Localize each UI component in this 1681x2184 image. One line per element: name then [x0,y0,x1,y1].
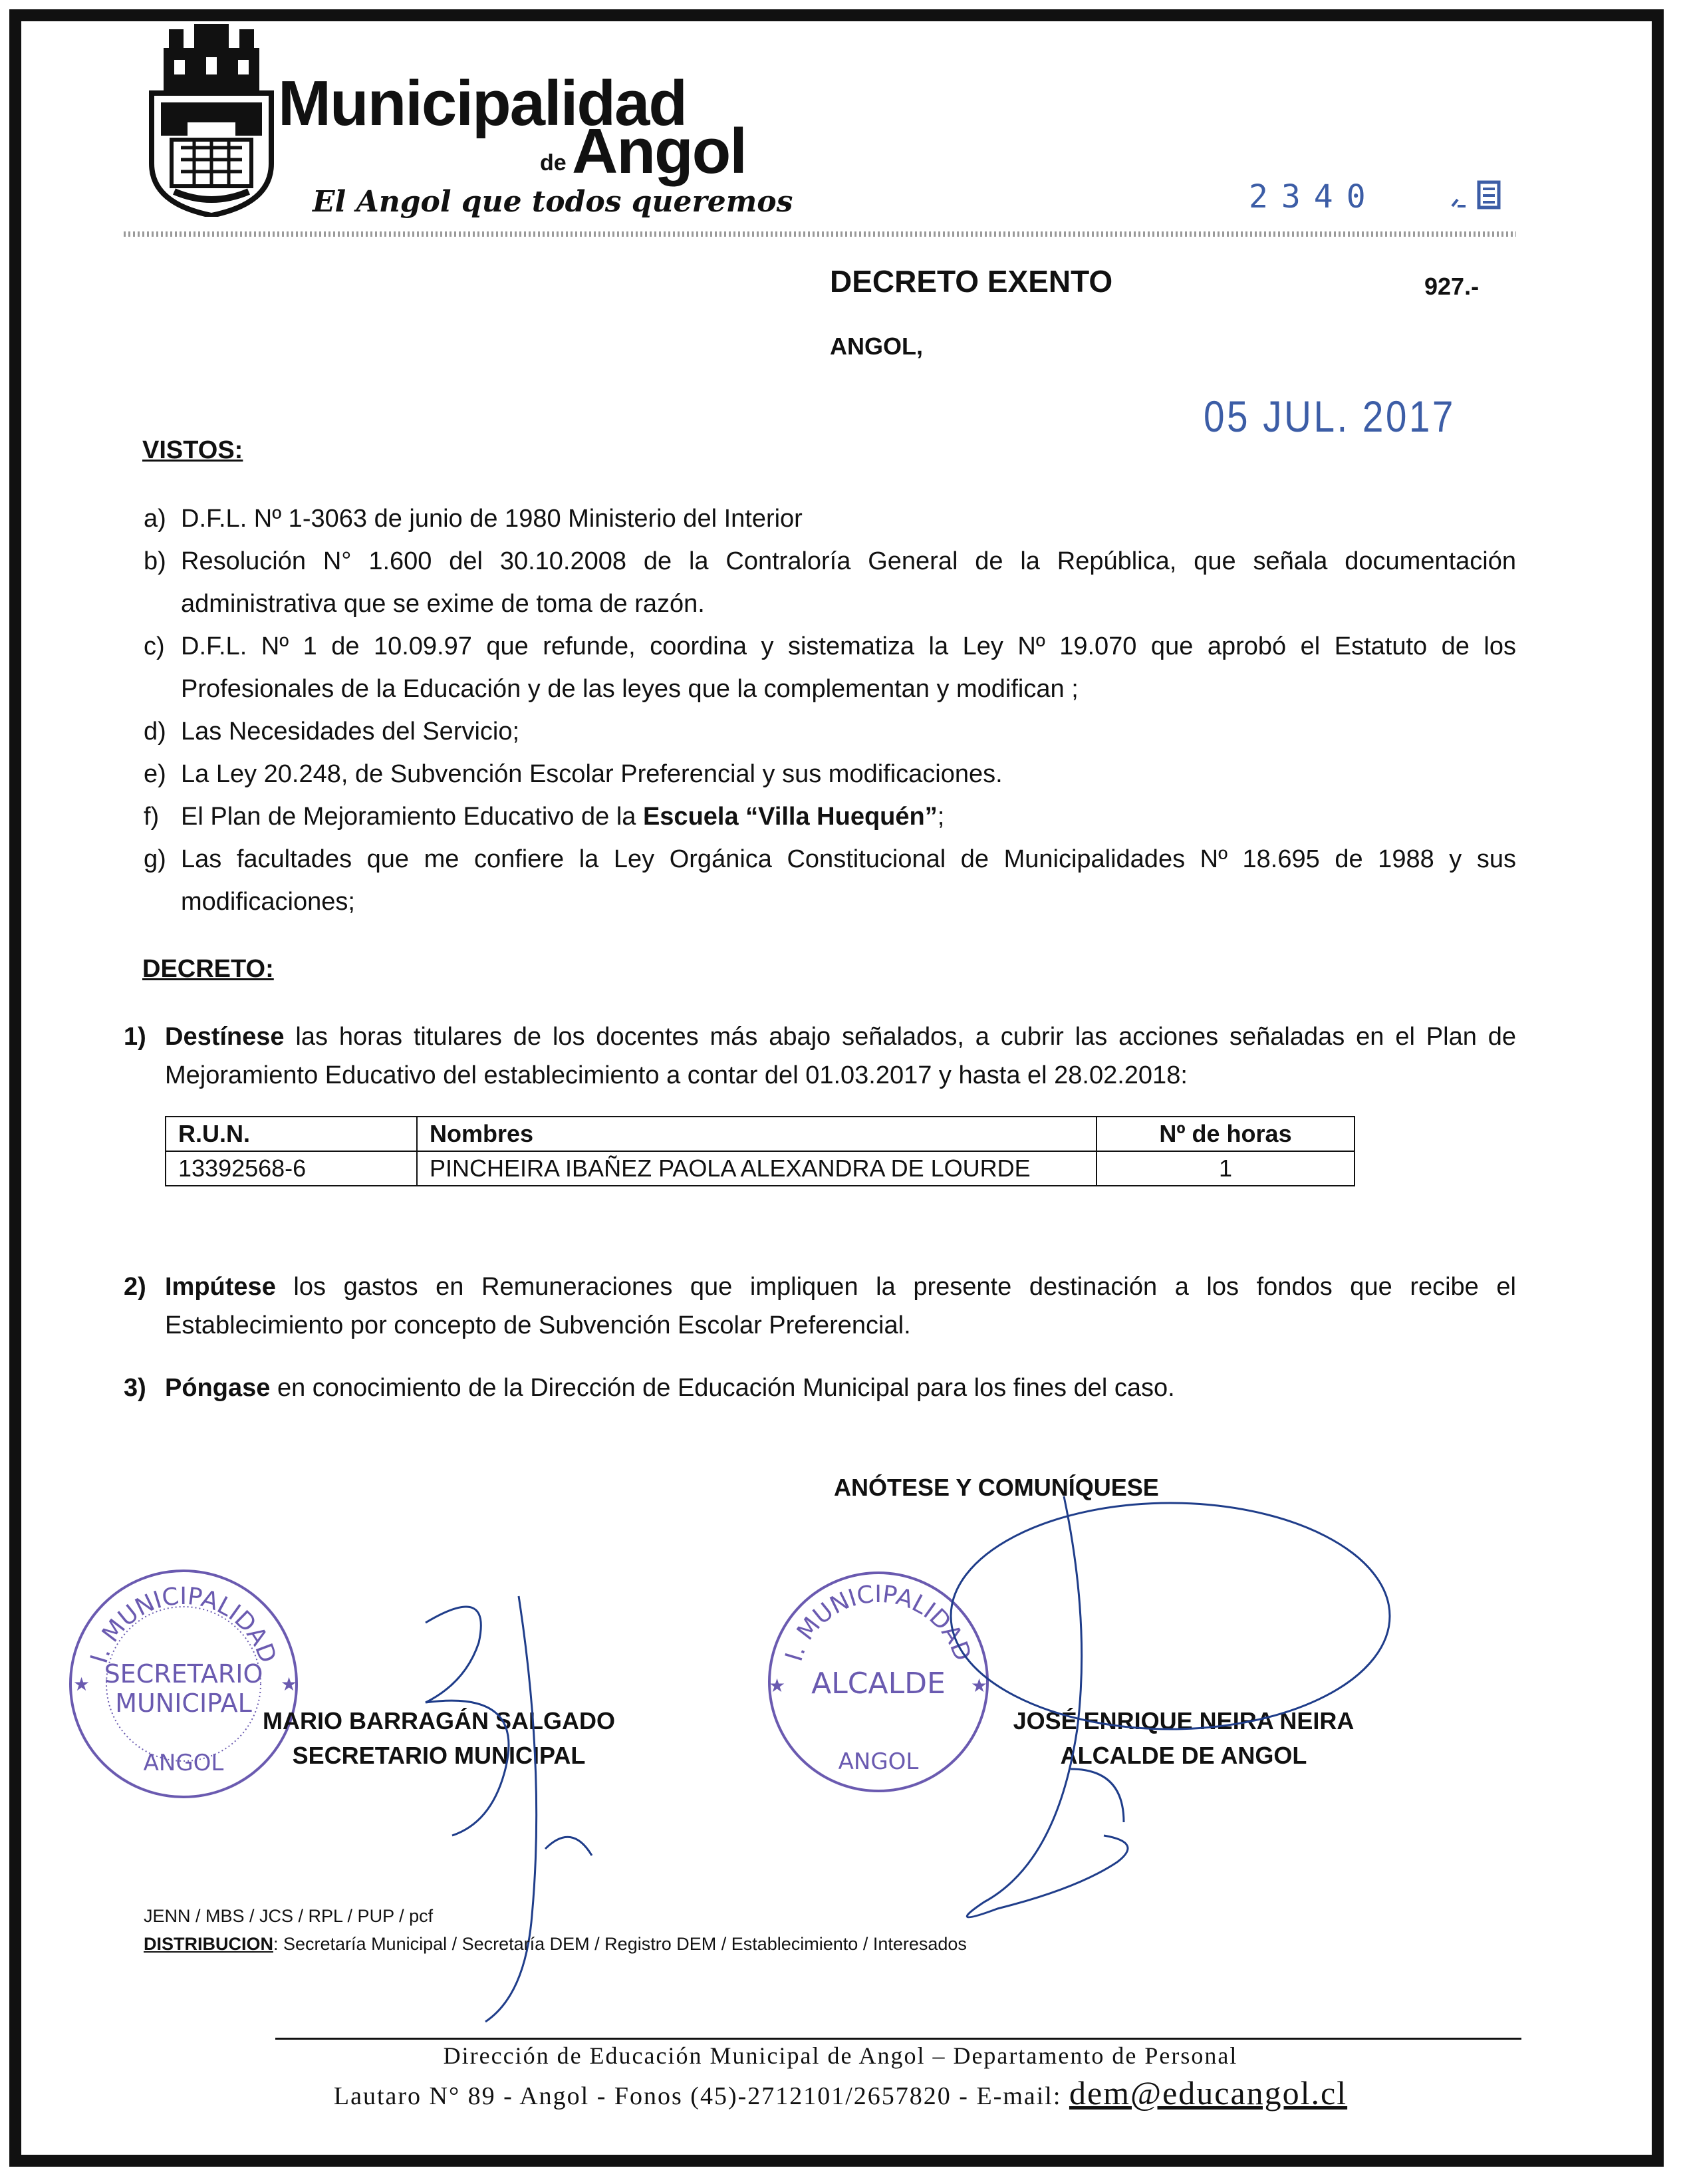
brand-name-line2: Angol [572,116,746,187]
right-handwritten-signature [904,1490,1396,1955]
svg-text:★: ★ [971,1675,988,1697]
brand-slogan: El Angol que todos queremos [313,185,793,219]
item-label: e) [144,760,166,788]
item-text: La Ley 20.248, de Subvención Escolar Preferencial y sus modificaciones. [181,760,1003,788]
column-header: Nº de horas [1097,1117,1355,1151]
item-label: 3) [124,1374,146,1402]
initials-line: JENN / MBS / JCS / RPL / PUP / pcf [144,1906,434,1926]
column-header: Nombres [417,1117,1097,1151]
stamp-top-text: I. MUNICIPALIDAD [780,1580,977,1665]
distribution-line [144,1934,967,1955]
signatory-name: MARIO BARRAGÁN SALGADO [263,1707,615,1734]
list-item [144,625,1516,710]
footer-address: Lautaro N° 89 - Angol - Fonos (45)-2712101/2657820 - E-mail: [333,2082,1062,2110]
column-header: R.U.N. [166,1117,417,1151]
decreto-item-1 [124,1018,1516,1095]
item-verb: Póngase [165,1374,271,1402]
list-item [144,753,1516,795]
teachers-table [165,1116,1355,1186]
date-stamp: 05 JUL. 2017 [1204,392,1456,441]
list-item [144,838,1516,923]
item-text: Resolución N° 1.600 del 30.10.2008 de la Contraloría General de la República, que señala documentación administrativa que se exime de toma de razón. [181,547,1516,618]
decree-title: DECRETO EXENTO [830,264,1113,299]
svg-text:★: ★ [73,1673,90,1695]
vistos-list [144,497,1516,923]
item-label: 1) [124,1023,146,1051]
list-item [144,497,1516,540]
signatory-role: SECRETARIO MUNICIPAL [292,1742,586,1769]
signatory-name: JOSÉ ENRIQUE NEIRA NEIRA [1013,1707,1355,1734]
received-stamp-number: 2340 [1249,178,1379,215]
stamp-middle-text: SECRETARIO [104,1659,263,1689]
footer-contact [0,2074,1681,2112]
item-text: Las facultades que me confiere la Ley Orgánica Constitucional de Municipalidades Nº 18.695 de 1988 y sus modificaciones; [181,845,1516,916]
decreto-heading: DECRETO: [142,955,274,983]
item-text-before: El Plan de Mejoramiento Educativo de la [181,803,643,831]
vistos-heading: VISTOS: [142,436,243,464]
distribution-label: DISTRIBUCION [144,1934,273,1954]
item-verb: Destínese [165,1023,285,1051]
signatory-role: ALCALDE DE ANGOL [1060,1742,1307,1769]
item-text: los gastos en Remuneraciones que impliquen la presente destinación a los fondos que recibe el Establecimiento por concepto de Subvención Escolar Preferencial. [165,1273,1516,1339]
table-header-row [166,1117,1355,1151]
list-item [144,710,1516,753]
svg-text:★: ★ [281,1673,298,1695]
stamp-middle-text: ALCALDE [811,1667,946,1701]
header-divider [124,231,1516,237]
item-label: d) [144,718,166,746]
item-label: g) [144,845,166,873]
table-cell: 13392568-6 [166,1151,417,1186]
item-label: a) [144,505,166,533]
table-cell: 1 [1097,1151,1355,1186]
decreto-item-3 [124,1369,1516,1407]
stamp-top-text: I. MUNICIPALIDAD [85,1582,282,1667]
brand-name-line1: Municipalidad [278,68,687,139]
item-label: b) [144,547,166,575]
item-label: 2) [124,1273,146,1301]
item-text-after: ; [937,803,945,831]
footer-department: Dirección de Educación Municipal de Angol – Departamento de Personal [443,2042,1238,2069]
decree-city: ANGOL, [830,333,923,360]
school-name: Escuela “Villa Huequén” [642,803,938,831]
decreto-item-2 [124,1268,1516,1345]
item-text: D.F.L. Nº 1 de 10.09.97 que refunde, coordina y sistematiza la Ley Nº 19.070 que aprobó el Estatuto de los Profesionales de la Educación y de las leyes que la complementan y modifican ; [181,632,1516,703]
brand-name-de: de [540,150,567,176]
item-verb: Impútese [165,1273,276,1301]
closing-phrase: ANÓTESE Y COMUNÍQUESE [834,1474,1159,1501]
footer-email[interactable]: dem@educangol.cl [1069,2074,1348,2112]
stamp-bottom-text: ANGOL [838,1748,919,1775]
item-text [181,795,1516,838]
list-item [144,795,1516,838]
svg-text:★: ★ [769,1675,786,1697]
stamp-bottom-text: ANGOL [143,1750,224,1776]
table-cell: PINCHEIRA IBAÑEZ PAOLA ALEXANDRA DE LOURDE [417,1151,1097,1186]
decree-number: 927.- [1424,273,1480,300]
item-text: las horas titulares de los docentes más abajo señalados, a cubrir las acciones señaladas en el Plan de Mejoramiento Educativo del establecimiento a contar del 01.03.2017 y hasta el 28.02.2018: [165,1023,1516,1089]
item-text: Las Necesidades del Servicio; [181,718,520,746]
left-handwritten-signature [372,1570,638,2035]
stamp-middle-text-2: MUNICIPAL [115,1689,252,1718]
item-label: c) [144,632,165,660]
item-text: D.F.L. Nº 1-3063 de junio de 1980 Ministerio del Interior [181,505,803,533]
item-label: f) [144,803,160,831]
table-row [166,1151,1355,1186]
distribution-text: : Secretaría Municipal / Secretaría DEM / Registro DEM / Establecimiento / Interesados [273,1934,967,1954]
list-item [144,540,1516,625]
coat-of-arms-logo [148,24,275,217]
item-text: en conocimiento de la Dirección de Educación Municipal para los fines del caso. [270,1374,1175,1402]
stamp-mark-icon [1450,180,1503,211]
footer-divider [275,2038,1521,2040]
